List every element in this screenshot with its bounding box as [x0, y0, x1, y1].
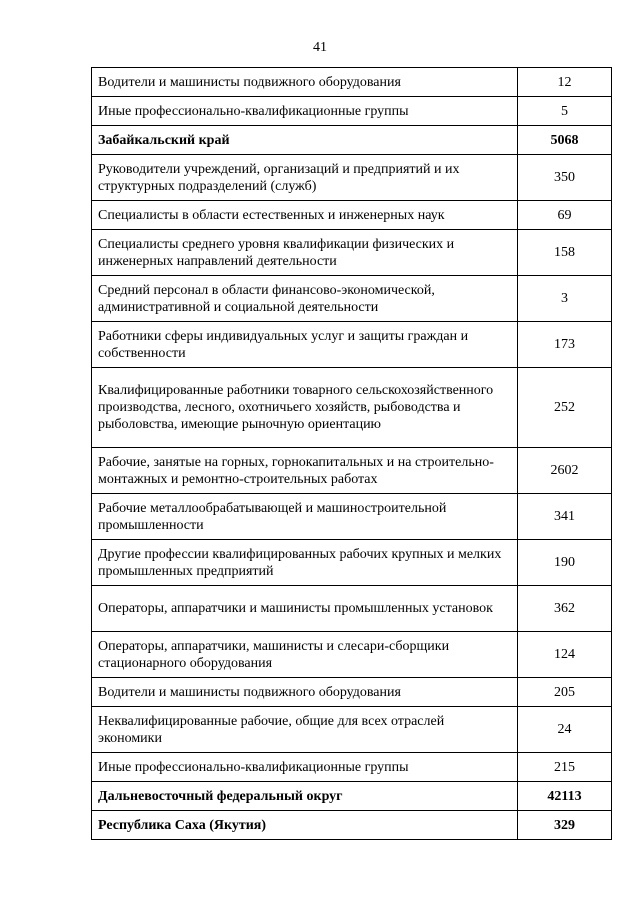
row-label: Республика Саха (Якутия) — [92, 811, 518, 840]
row-label: Водители и машинисты подвижного оборудования — [92, 678, 518, 707]
row-label: Средний персонал в области финансово-экономической, административной и социальной деятельности — [92, 276, 518, 322]
table-row — [92, 68, 612, 97]
row-value: 252 — [518, 368, 612, 448]
row-label: Работники сферы индивидуальных услуг и защиты граждан и собственности — [92, 322, 518, 368]
row-value: 158 — [518, 230, 612, 276]
row-value: 341 — [518, 494, 612, 540]
table-row — [92, 276, 612, 322]
table-row — [92, 448, 612, 494]
table-row — [92, 201, 612, 230]
row-value: 3 — [518, 276, 612, 322]
row-value: 362 — [518, 586, 612, 632]
table-row — [92, 811, 612, 840]
row-value: 329 — [518, 811, 612, 840]
table-row — [92, 586, 612, 632]
row-label: Рабочие, занятые на горных, горнокапитальных и на строительно-монтажных и ремонтно-строительных работах — [92, 448, 518, 494]
row-label: Операторы, аппаратчики, машинисты и слесари-сборщики стационарного оборудования — [92, 632, 518, 678]
row-label: Иные профессионально-квалификационные группы — [92, 97, 518, 126]
row-label: Иные профессионально-квалификационные группы — [92, 753, 518, 782]
row-value: 5068 — [518, 126, 612, 155]
row-value: 124 — [518, 632, 612, 678]
row-value: 12 — [518, 68, 612, 97]
row-label: Руководители учреждений, организаций и предприятий и их структурных подразделений (служб) — [92, 155, 518, 201]
table-row — [92, 707, 612, 753]
row-label: Дальневосточный федеральный округ — [92, 782, 518, 811]
row-value: 2602 — [518, 448, 612, 494]
table-row — [92, 782, 612, 811]
row-value: 350 — [518, 155, 612, 201]
page-number: 41 — [313, 40, 327, 55]
table-row — [92, 97, 612, 126]
row-value: 173 — [518, 322, 612, 368]
row-label: Специалисты среднего уровня квалификации физических и инженерных направлений деятельности — [92, 230, 518, 276]
table-row — [92, 753, 612, 782]
occupation-table — [91, 67, 612, 840]
table-row — [92, 155, 612, 201]
row-label: Неквалифицированные рабочие, общие для всех отраслей экономики — [92, 707, 518, 753]
row-value: 215 — [518, 753, 612, 782]
row-value: 205 — [518, 678, 612, 707]
row-label: Другие профессии квалифицированных рабочих крупных и мелких промышленных предприятий — [92, 540, 518, 586]
row-label: Рабочие металлообрабатывающей и машиностроительной промышленности — [92, 494, 518, 540]
row-value: 42113 — [518, 782, 612, 811]
row-label: Забайкальский край — [92, 126, 518, 155]
row-value: 24 — [518, 707, 612, 753]
table-row — [92, 322, 612, 368]
table-row — [92, 632, 612, 678]
table-row — [92, 368, 612, 448]
table-row — [92, 126, 612, 155]
table-row — [92, 230, 612, 276]
row-label: Специалисты в области естественных и инженерных наук — [92, 201, 518, 230]
row-value: 5 — [518, 97, 612, 126]
table-row — [92, 540, 612, 586]
row-label: Квалифицированные работники товарного сельскохозяйственного производства, лесного, охотничьего хозяйств, рыбоводства и рыболовства, имеющие рыночную ориентацию — [92, 368, 518, 448]
table-row — [92, 678, 612, 707]
row-label: Водители и машинисты подвижного оборудования — [92, 68, 518, 97]
row-value: 190 — [518, 540, 612, 586]
table-body — [92, 68, 612, 840]
row-value: 69 — [518, 201, 612, 230]
row-label: Операторы, аппаратчики и машинисты промышленных установок — [92, 586, 518, 632]
table-row — [92, 494, 612, 540]
